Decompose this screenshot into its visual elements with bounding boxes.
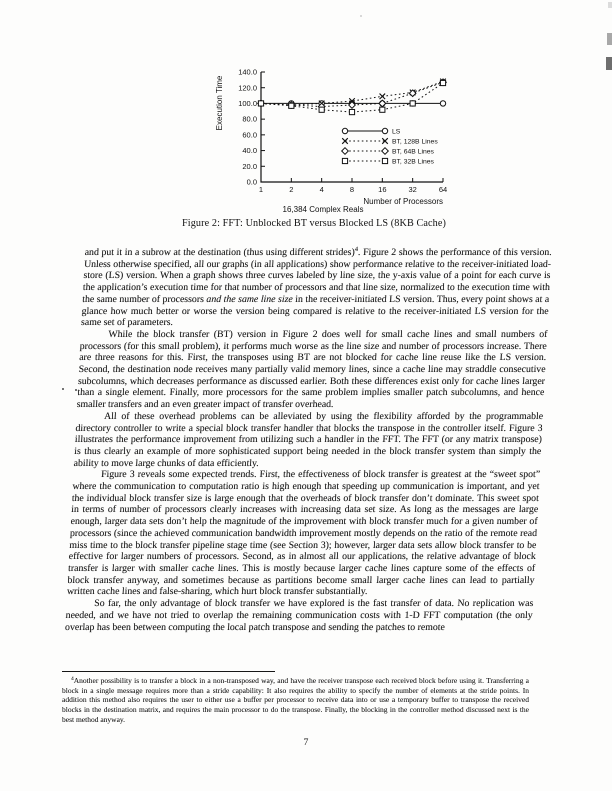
footnote-body: Another possibility is to transfer a block in a non-transposed way, and have the receiver transpose each received block before using it. Transferring a block in a single message requires more than a stride capability: It also requires the ability to specify the number of elements at the stride points. In addition this method also requires the user to either use a buffer per processor to receive data into or use a temporary buffer to transpose the received blocks in the destination matrix, and requires the main processor to do the transpose. Finally, the blocking in the controller method discussed next is the best method anyway. (62, 676, 529, 724)
paragraph-1-italic: and the same line size (206, 293, 294, 305)
svg-text:BT, 64B Lines: BT, 64B Lines (392, 148, 434, 156)
paragraph-3: All of these overhead problems can be alleviated by using the flexibility afforded by the programmable directory controller to write a special block transfer handler that blocks the transpose in the controller itself. Figure 3 illustrates the performance improvement from utilizing such a handler in the FFT. The FFT (or any matrix transpose) is thus clearly an example of more sophisticated support being needed in the block transfer system than simply the ability to move large chunks of data efficiently. (73, 410, 544, 469)
fft-line-chart (198, 62, 468, 212)
svg-text:1: 1 (258, 185, 264, 194)
svg-text:BT, 128B Lines: BT, 128B Lines (392, 138, 438, 146)
scan-edge-mark (607, 33, 612, 45)
svg-text:80.0: 80.0 (242, 114, 257, 124)
svg-text:0.0: 0.0 (246, 177, 257, 187)
paragraph-2: While the block transfer (BT) version in Figure 2 does well for small cache lines and small numbers of processors (for this small problem), it performs much worse as the line size and number of processors increase. There are three reasons for this. First, the transposes using BT are not blocked for cache line reuse like the LS version. Second, the destination node receives many partially valid memory lines, since a cache line may straddle consecutive subcolumns, which decreases performance as discussed earlier. Both these differences exist only for cache lines larger than a single element. Finally, more processors for the same problem implies smaller patch subcolumns, and hence smaller transfers and an even greater impact of transfer overhead. (76, 328, 548, 411)
figure-2-chart (198, 62, 468, 212)
scan-speck (75, 389, 77, 391)
svg-text:16: 16 (378, 185, 387, 194)
body-text (65, 247, 552, 633)
svg-text:64: 64 (438, 185, 448, 194)
scan-edge-mark (606, 57, 612, 70)
svg-text:Number of Processors: Number of Processors (363, 197, 443, 206)
footnote-reference: 4 (354, 246, 359, 253)
paragraph-4: Figure 3 reveals some expected trends. First, the effectiveness of block transfer is greatest at the “sweet spot” where the communication to computation ratio is high enough that speeding up communication is important, and yet the individual block transfer size is large enough that the overheads of block transfer don’t dominate. This sweet spot in terms of number of processors clearly increases with increasing data set size. As long as the messages are large enough, larger data sets don’t help the magnitude of the improvement with block transfer much for a given number of processors (since the achieved communication bandwidth improvement mostly depends on the ratio of the remote read miss time to the block transfer pipeline stage time (see Section 3); however, larger data sets allow block transfer to be effective for larger numbers of processors. Second, as in almost all our applications, the relative advantage of block transfer is larger with smaller cache lines. This is mostly because larger cache lines capture some of the effects of block transfer anyway, and sometimes because as partitions become small larger cache lines can lead to partially written cache lines and false-sharing, which hurt block transfer substantially. (66, 469, 541, 598)
paragraph-1-text: and put it in a subrow at the destination (thus using different strides) (84, 247, 356, 258)
paragraph-1-text: . Figure 2 shows the performance of this version. Unless otherwise specified, all our graphs (in all applications) show performance relative to the receiver-initiated load-store (LS) version. When a graph shows three curves labeled by line size, the y-axis value of a point for each curve is the application’s execution time for that number of processors and that line size, normalized to the execution time with the same number of processors (81, 247, 552, 305)
svg-text:32: 32 (408, 185, 417, 194)
svg-text:40.0: 40.0 (242, 146, 257, 156)
paragraph-5: So far, the only advantage of block transfer we have explored is the fast transfer of data. No replication was needed, and we have not tried to overlap the remaining communication costs with 1-D FFT computation (the only overlap has been between computing the local patch transpose and sending the patches to remote (64, 598, 534, 633)
scan-speck (62, 388, 64, 390)
svg-text:20.0: 20.0 (242, 161, 257, 171)
svg-text:60.0: 60.0 (242, 130, 257, 140)
paragraph-1-text: in the receiver-initiated LS version. Thus, every point shows at a glance how much better or worse the version being compared is relative to the receiver-initiated LS version for the same set of parameters. (80, 293, 550, 329)
svg-text:BT, 32B Lines: BT, 32B Lines (392, 158, 434, 166)
page-number: 7 (303, 737, 309, 748)
paragraph-1 (81, 247, 552, 329)
scan-speck (360, 15, 362, 17)
scan-edge-mark (608, 2, 612, 8)
svg-text:120.0: 120.0 (238, 83, 257, 93)
svg-text:LS: LS (392, 128, 401, 136)
svg-text:4: 4 (319, 185, 324, 194)
svg-text:100.0: 100.0 (238, 99, 257, 109)
chart-subcaption: 16,384 Complex Reals (282, 205, 364, 214)
footnote-marker: 4 (71, 676, 74, 683)
footnote (62, 671, 529, 724)
footnote-rule (62, 671, 275, 672)
svg-text:2: 2 (289, 185, 294, 194)
figure-caption: Figure 2: FFT: Unblocked BT versus Blocked LS (8KB Cache) (182, 218, 446, 229)
footnote-text (62, 676, 529, 724)
svg-text:140.0: 140.0 (238, 67, 257, 77)
svg-text:8: 8 (349, 185, 355, 194)
svg-text:Execution Time: Execution Time (215, 75, 224, 131)
